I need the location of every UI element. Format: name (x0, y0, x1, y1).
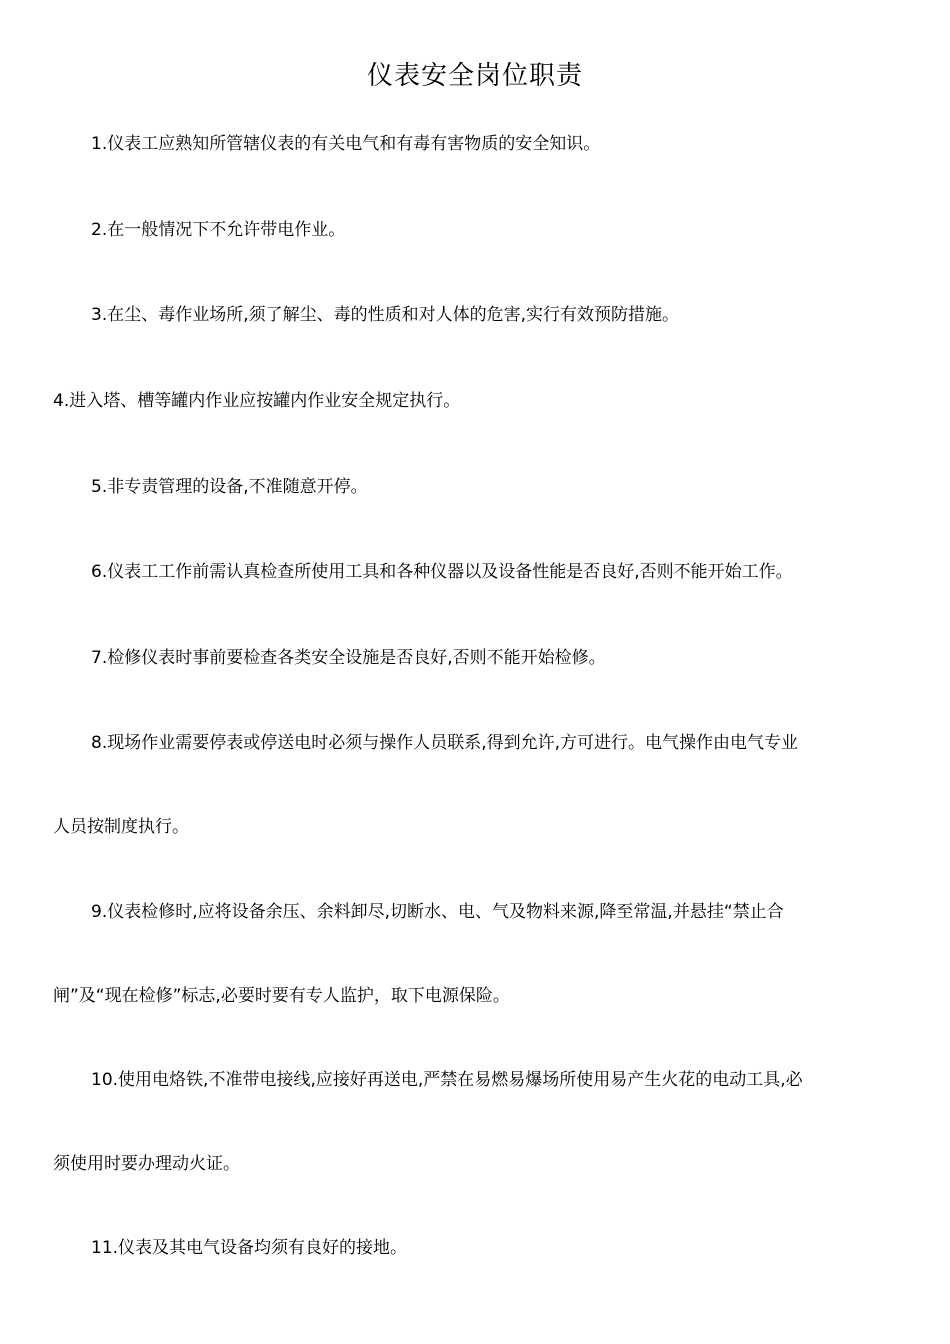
paragraph-3 (53, 273, 899, 357)
paragraph-line: 7.检修仪表时事前要检查各类安全设施是否良好,否则不能开始检修。 (91, 648, 606, 668)
paragraph-11 (53, 1206, 899, 1290)
paragraph-7 (53, 616, 899, 700)
paragraph-10 (53, 1038, 899, 1206)
paragraph-5 (53, 445, 899, 529)
paragraph-line: 4.进入塔、槽等罐内作业应按罐内作业安全规定执行。 (53, 391, 461, 411)
paragraph-line: 人员按制度执行。 (53, 817, 189, 837)
paragraph-line: 9.仪表检修时,应将设备余压、余料卸尽,切断水、电、气及物料来源,降至常温,并悬挂“禁止合 (91, 902, 784, 922)
paragraph-line: 11.仪表及其电气设备均须有良好的接地。 (91, 1238, 408, 1258)
paragraph-line: 10.使用电烙铁,不准带电接线,应接好再送电,严禁在易燃易爆场所使用易产生火花的电动工具,必 (91, 1070, 803, 1090)
paragraph-line: 5.非专责管理的设备,不准随意开停。 (91, 477, 368, 497)
paragraph-6 (53, 530, 899, 614)
paragraph-9 (53, 870, 899, 1038)
paragraph-line: 6.仪表工工作前需认真检查所使用工具和各种仪器以及设备性能是否良好,否则不能开始工作。 (91, 562, 793, 582)
paragraph-2 (53, 188, 899, 272)
paragraph-line: 1.仪表工应熟知所管辖仪表的有关电气和有毒有害物质的安全知识。 (91, 134, 601, 154)
paragraph-line: 闸”及“现在检修”标志,必要时要有专人监护，取下电源保险。 (53, 986, 510, 1006)
paragraph-line: 2.在一般情况下不允许带电作业。 (91, 220, 346, 240)
document-title: 仪表安全岗位职责 (366, 61, 583, 91)
paragraph-line: 须使用时要办理动火证。 (53, 1154, 240, 1174)
paragraph-8 (53, 701, 899, 869)
paragraph-1 (53, 102, 899, 186)
paragraph-line: 3.在尘、毒作业场所,须了解尘、毒的性质和对人体的危害,实行有效预防措施。 (91, 305, 680, 325)
paragraph-4 (53, 359, 899, 443)
paragraph-line: 8.现场作业需要停表或停送电时必须与操作人员联系,得到允许,方可进行。电气操作由电气专业 (91, 733, 799, 753)
